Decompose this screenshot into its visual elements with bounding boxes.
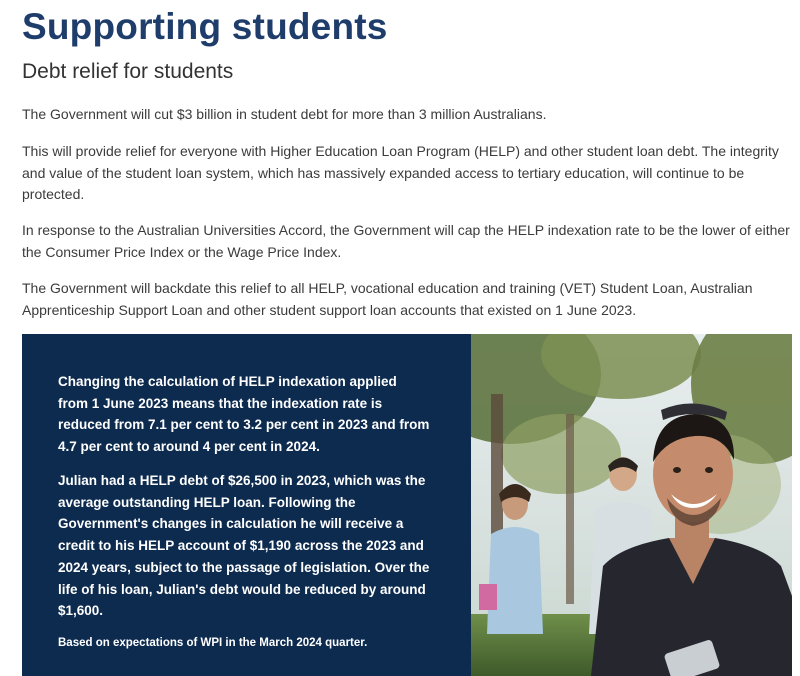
- body-paragraph-indexation-cap: In response to the Australian Universities Accord, the Government will cap the HELP indexation rate to be the lower of either the Consumer Price Index or the Wage Price Index.: [22, 222, 790, 260]
- indexation-explainer: Changing the calculation of HELP indexation applied from 1 June 2023 means that the indexation rate is reduced from 7.1 per cent to 3.2 per cent in 2023 and from 4.7 per cent to around 4 per cent in 2024.: [58, 374, 430, 455]
- body-paragraph-backdate: The Government will backdate this relief to all HELP, vocational education and training (VET) Student Loan, Australian Apprenticeship Support Loan and other student support loan accounts that existed on 1 June 2023.: [22, 280, 753, 318]
- julian-example: Julian had a HELP debt of $26,500 in 2023, which was the average outstanding HELP loan. Following the Government's changes in calculation he will receive a credit to his HELP account of $1,190 across the 2023 and 2024 years, subject to the passage of legislation. Over the life of his loan, Julian's debt would be reduced by around $1,600.: [58, 473, 430, 619]
- wpi-footnote: Based on expectations of WPI in the March 2024 quarter.: [58, 637, 368, 649]
- body-paragraph-debt-cut: The Government will cut $3 billion in student debt for more than 3 million Australians.: [22, 106, 547, 122]
- case-study-feature: [22, 334, 792, 676]
- section-heading: Debt relief for students: [22, 60, 234, 83]
- case-study-panel: [22, 334, 471, 676]
- smiling-student-photo: [471, 334, 792, 676]
- body-paragraph-relief: This will provide relief for everyone with Higher Education Loan Program (HELP) and other student loan debt. The integrity and value of the student loan system, which has massively expanded access to tertiary education, will continue to be protected.: [22, 143, 779, 202]
- page-title: Supporting students: [22, 6, 388, 47]
